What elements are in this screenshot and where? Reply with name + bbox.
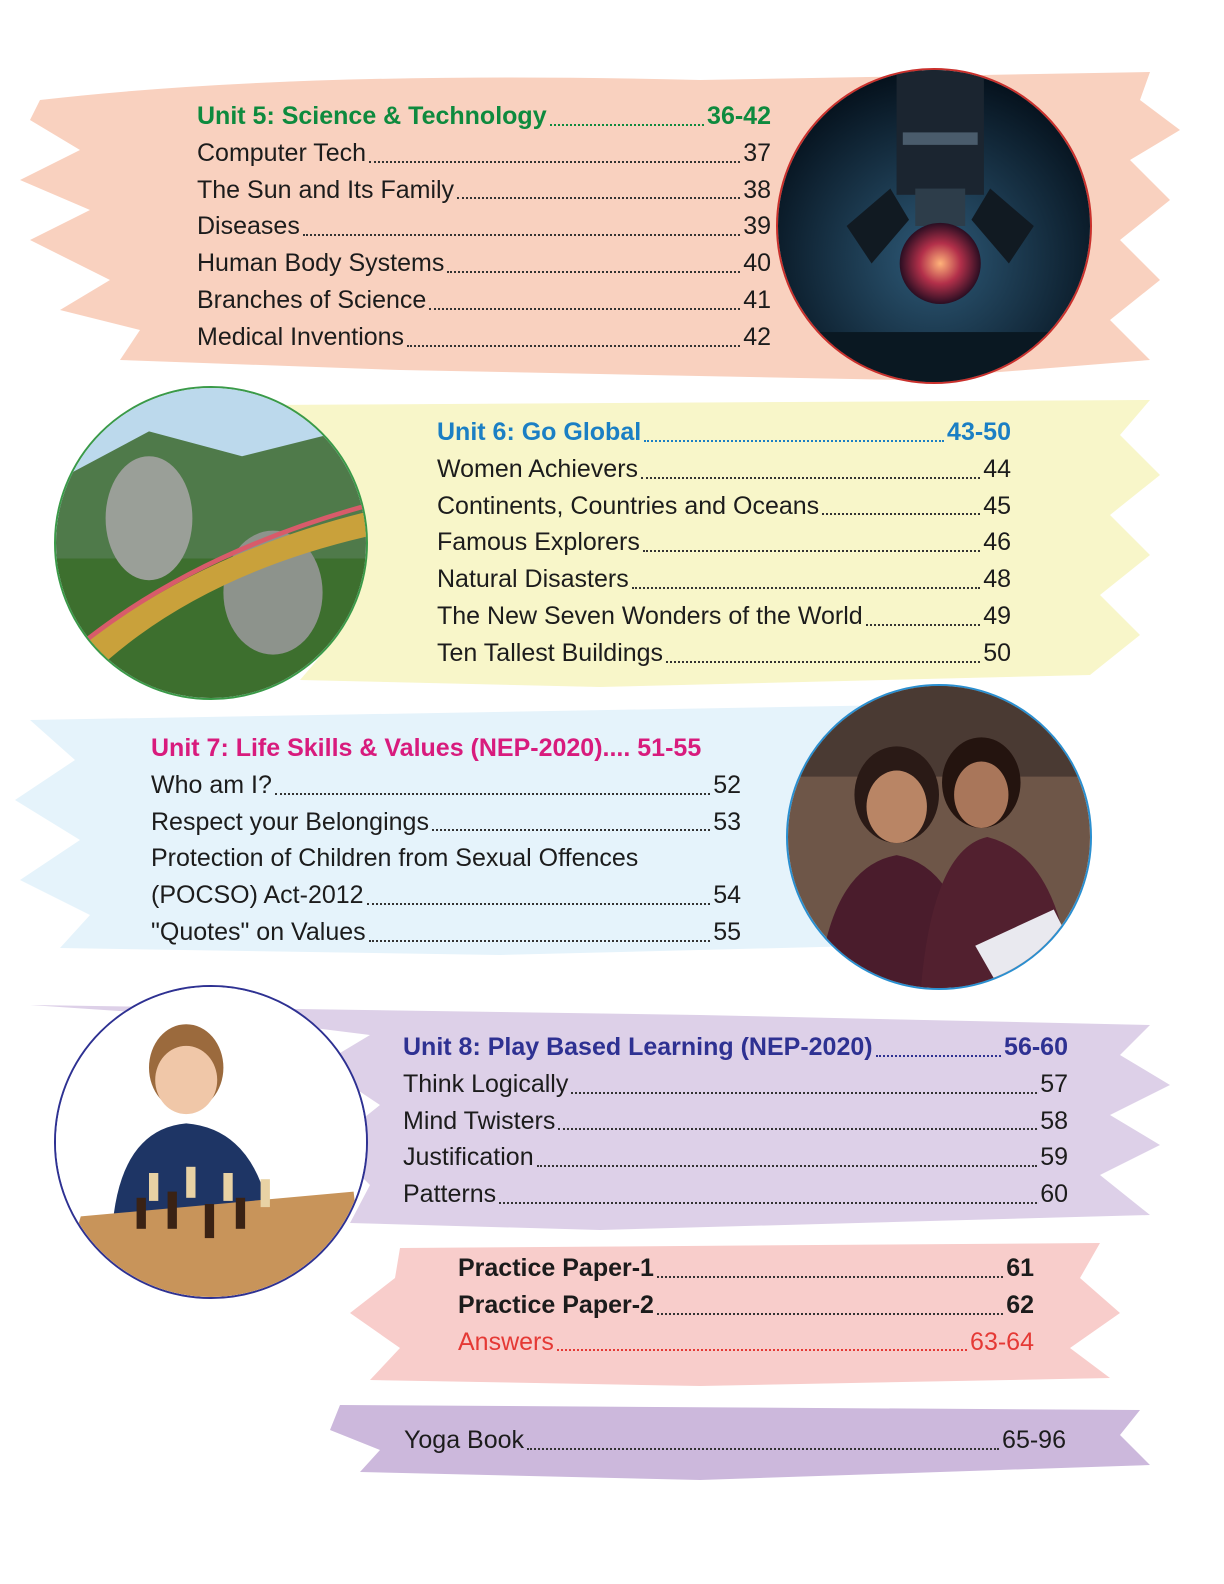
unit6-heading[interactable] <box>437 414 1011 451</box>
yoga-book-entry[interactable]: Yoga Book 65-96 <box>404 1426 1066 1454</box>
unit7-pages: 51-55 <box>637 734 702 762</box>
toc-entry[interactable]: Continents, Countries and Oceans 45 <box>437 491 1011 520</box>
toc-entry-first-line[interactable]: Protection of Children from Sexual Offences <box>151 844 639 873</box>
toc-entry[interactable]: Mind Twisters 58 <box>403 1106 1068 1135</box>
unit6-toc <box>437 414 1011 672</box>
unit6-title: Unit 6: Go Global <box>437 418 642 446</box>
unit5-heading[interactable] <box>197 98 771 135</box>
toc-entry[interactable]: Women Achievers 44 <box>437 454 1011 483</box>
toc-entry[interactable]: Branches of Science 41 <box>197 285 771 314</box>
toc-entry[interactable]: Justification 59 <box>403 1143 1068 1172</box>
toc-entry[interactable]: "Quotes" on Values 55 <box>151 917 741 946</box>
unit7-toc <box>151 730 741 951</box>
unit8-pages: 56-60 <box>1004 1033 1068 1061</box>
answers-entry[interactable]: Answers 63-64 <box>458 1327 1034 1356</box>
yoga-toc <box>404 1422 1066 1459</box>
unit5-pages: 36-42 <box>707 102 771 130</box>
practice-paper-2-entry[interactable]: Practice Paper-2 62 <box>458 1290 1034 1319</box>
toc-entry[interactable]: Medical Inventions 42 <box>197 322 771 351</box>
toc-entry[interactable]: Computer Tech 37 <box>197 138 771 167</box>
unit8-title: Unit 8: Play Based Learning (NEP-2020) <box>403 1033 873 1061</box>
microscope-image <box>776 68 1092 384</box>
toc-entry[interactable]: The New Seven Wonders of the World 49 <box>437 601 1011 630</box>
toc-entry[interactable]: The Sun and Its Family 38 <box>197 175 771 204</box>
chess-boy-image <box>54 985 368 1299</box>
toc-entry[interactable]: Diseases 39 <box>197 212 771 241</box>
golden-bridge-image <box>54 386 368 700</box>
unit5-toc <box>197 98 771 356</box>
unit6-pages: 43-50 <box>947 418 1011 446</box>
toc-entry[interactable]: Ten Tallest Buildings 50 <box>437 638 1011 667</box>
unit7-heading[interactable] <box>151 730 741 767</box>
unit8-heading[interactable] <box>403 1029 1068 1066</box>
toc-entry[interactable]: (POCSO) Act-2012 54 <box>151 881 741 910</box>
toc-entry[interactable]: Who am I? 52 <box>151 770 741 799</box>
toc-entry[interactable]: Think Logically 57 <box>403 1069 1068 1098</box>
toc-entry[interactable]: Famous Explorers 46 <box>437 528 1011 557</box>
toc-entry[interactable]: Patterns 60 <box>403 1180 1068 1209</box>
toc-entry[interactable]: Respect your Belongings 53 <box>151 807 741 836</box>
unit5-title: Unit 5: Science & Technology <box>197 102 547 130</box>
unit8-toc <box>403 1029 1068 1213</box>
toc-entry[interactable]: Human Body Systems 40 <box>197 249 771 278</box>
toc-entry[interactable]: Natural Disasters 48 <box>437 565 1011 594</box>
practice-toc <box>458 1250 1034 1360</box>
schoolgirls-image <box>786 684 1092 990</box>
practice-paper-1-entry[interactable]: Practice Paper-1 61 <box>458 1254 1034 1282</box>
unit7-title: Unit 7: Life Skills & Values (NEP-2020).... <box>151 734 631 762</box>
